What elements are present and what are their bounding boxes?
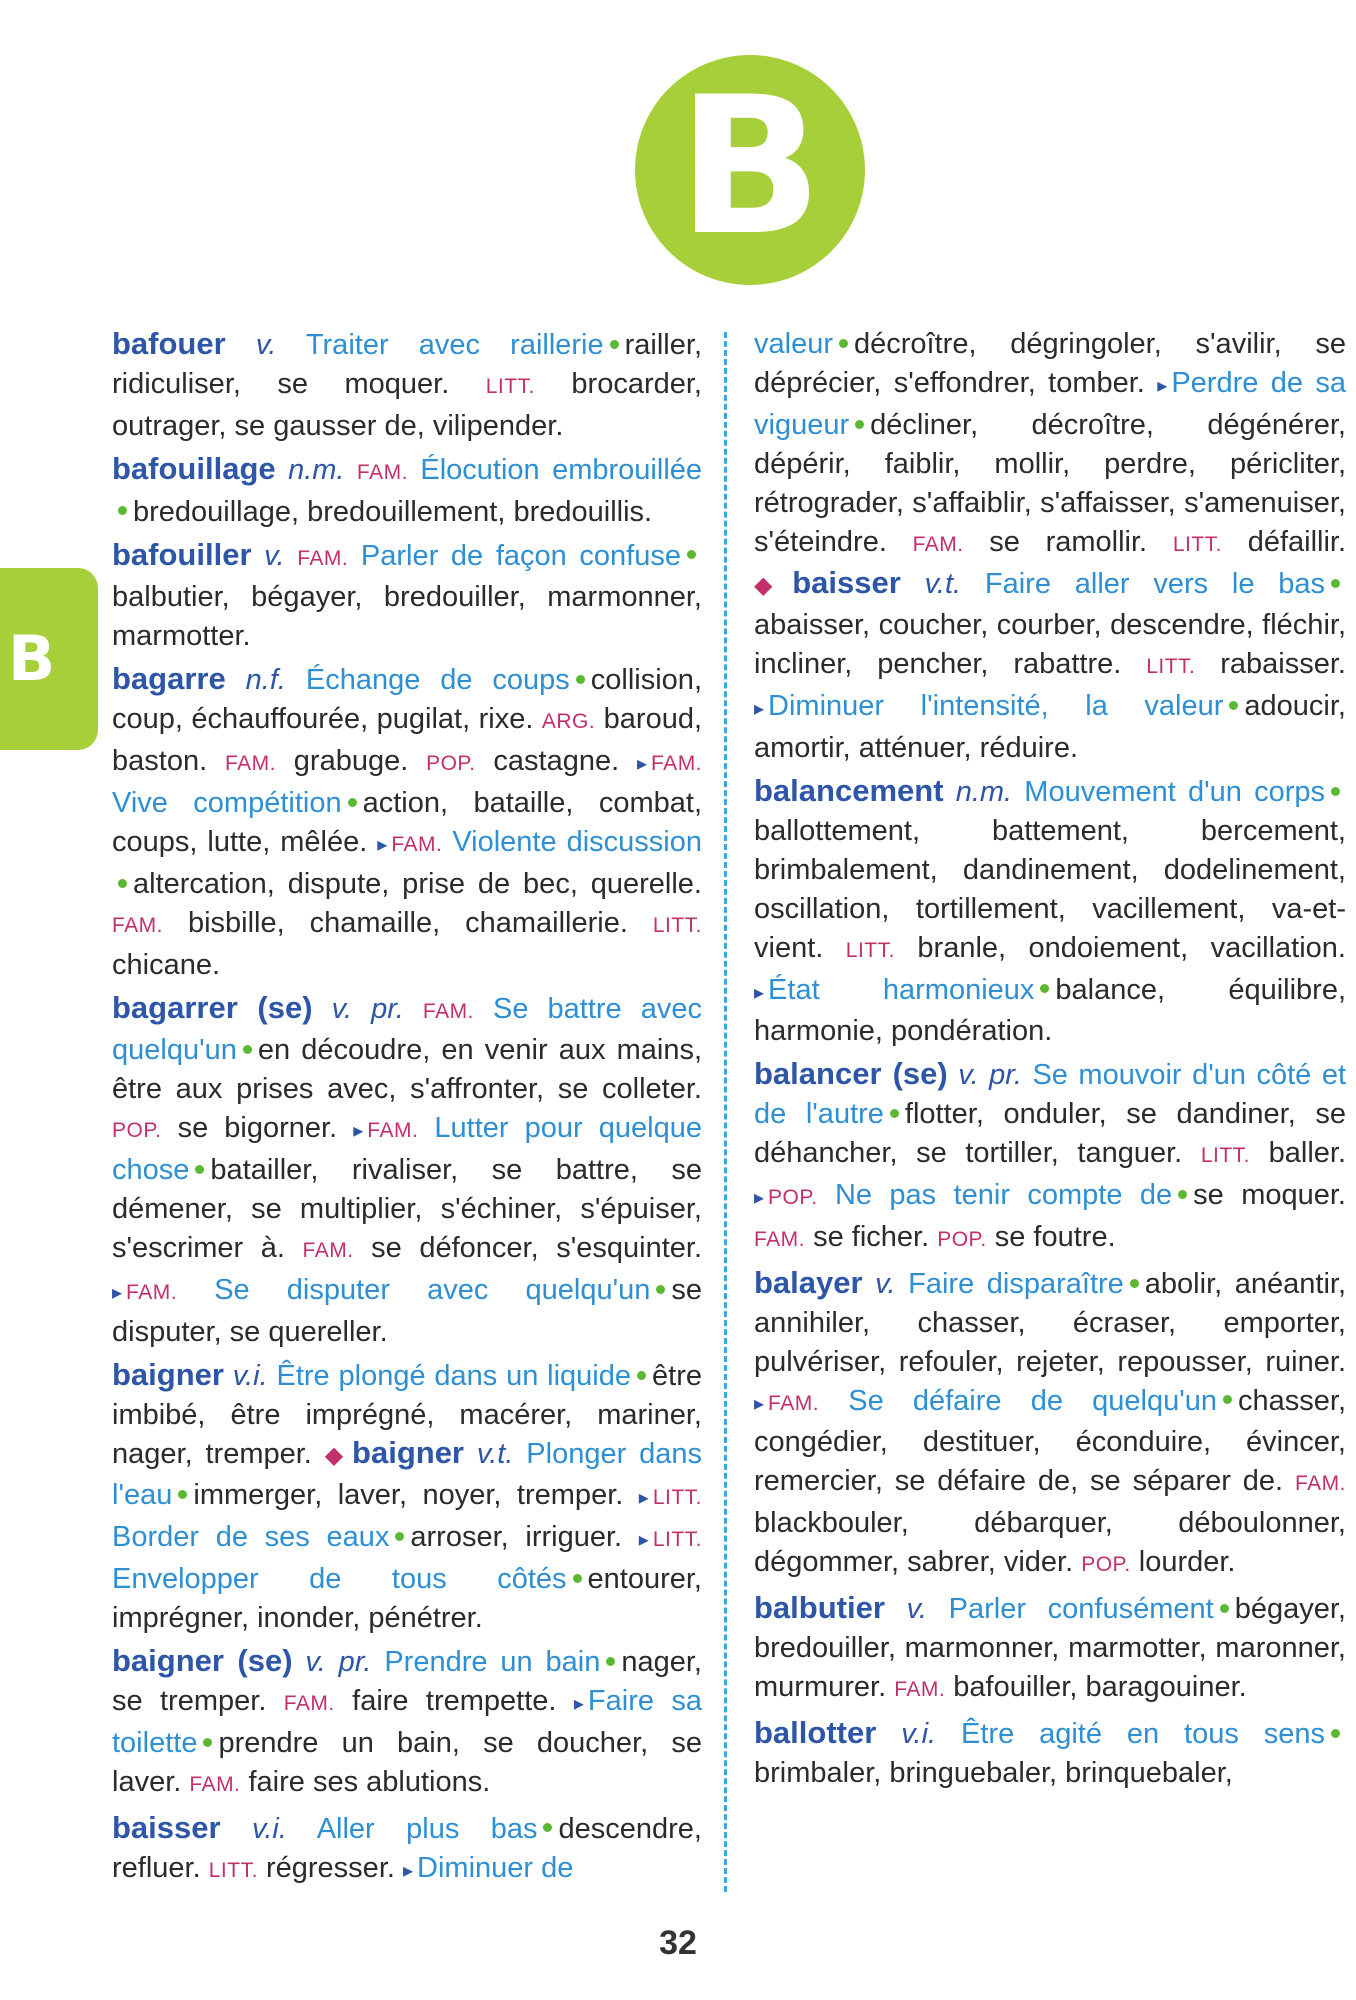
- part-of-speech: v.: [264, 539, 285, 572]
- entry-ballotter: [754, 1714, 1346, 1793]
- entry-bafouer: [112, 325, 702, 446]
- sense-marker-icon: ▸: [353, 1120, 364, 1143]
- synonyms: se foutre.: [994, 1220, 1116, 1253]
- sense-marker-icon: ▸: [636, 753, 648, 776]
- subentry-marker-icon: ◆: [754, 572, 789, 600]
- synonyms: brocarder, outrager, se gausser de, vilipender.: [112, 367, 702, 442]
- sense-marker-icon: ▸: [754, 1392, 765, 1415]
- part-of-speech: v.: [875, 1267, 896, 1300]
- entry-balayer: [754, 1264, 1346, 1585]
- synonyms: décliner, décroître, dégénérer, dépérir, faiblir, mollir, perdre, péricliter, rétrograder, s'affaiblir, s'affaisser, s'amenuiser, s'éteindre.: [754, 408, 1346, 558]
- entry-balbutier: [754, 1589, 1346, 1710]
- synonyms: collision, coup, échauffourée, pugilat, rixe.: [112, 664, 702, 736]
- entry-bagarrer: [112, 989, 702, 1352]
- definition: Envelopper de tous côtés: [112, 1563, 567, 1596]
- register-label: LITT.: [208, 1858, 258, 1882]
- register-label: FAM.: [283, 1691, 335, 1715]
- register-label: FAM.: [189, 1772, 241, 1796]
- bullet-icon: [610, 340, 619, 349]
- register-label: LITT.: [845, 938, 895, 962]
- register-label: FAM.: [356, 460, 408, 484]
- part-of-speech: v.t.: [924, 568, 962, 601]
- bullet-icon: [656, 1285, 665, 1294]
- bullet-icon: [1220, 1604, 1229, 1613]
- bullet-icon: [348, 798, 357, 807]
- part-of-speech: v.i.: [901, 1717, 937, 1750]
- sense-marker-icon: ▸: [1157, 374, 1168, 397]
- bullet-icon: [395, 1532, 404, 1541]
- bullet-icon: [178, 1490, 187, 1499]
- headword: bafouer: [112, 326, 226, 361]
- entry-baisser: [112, 1809, 702, 1891]
- bullet-icon: [1130, 1279, 1139, 1288]
- synonyms: arroser, irriguer.: [410, 1521, 623, 1554]
- synonyms: être imbibé, être imprégné, macérer, mariner, nager, tremper.: [112, 1359, 702, 1471]
- entry-balancement: [754, 772, 1346, 1051]
- register-label: POP.: [426, 752, 476, 776]
- side-letter-tab: [0, 568, 98, 750]
- sense-marker-icon: ▸: [638, 1487, 649, 1510]
- register-label: POP.: [1081, 1553, 1131, 1577]
- entry-baigner-se: [112, 1642, 702, 1805]
- part-of-speech: n.f.: [245, 664, 286, 697]
- left-column: [112, 325, 702, 1894]
- definition: Diminuer l'intensité, la valeur: [768, 690, 1224, 723]
- part-of-speech: v. pr.: [305, 1646, 372, 1678]
- register-label: LITT.: [652, 1528, 702, 1552]
- bullet-icon: [1331, 1729, 1340, 1738]
- side-letter-tab-text: B: [8, 622, 56, 695]
- definition: Se disputer avec quelqu'un: [214, 1273, 651, 1306]
- synonyms: prendre un bain, se doucher, se laver.: [112, 1726, 702, 1798]
- definition: Vive compétition: [112, 786, 342, 819]
- synonyms: se disputer, se quereller.: [112, 1273, 703, 1348]
- definition: Mouvement d'un corps: [1024, 775, 1326, 808]
- bullet-icon: [1040, 984, 1049, 993]
- synonyms: faire trempette.: [352, 1684, 557, 1717]
- sense-marker-icon: ▸: [112, 1281, 123, 1304]
- bullet-icon: [1229, 701, 1238, 710]
- definition: Parler confusément: [948, 1593, 1214, 1626]
- definition: État harmonieux: [768, 973, 1035, 1006]
- synonyms: railler, ridiculiser, se moquer.: [112, 329, 702, 400]
- definition: Violente discussion: [452, 825, 702, 858]
- synonyms: bisbille, chamaille, chamaillerie.: [187, 906, 628, 939]
- entry-balancer: [754, 1055, 1346, 1260]
- bullet-icon: [543, 1823, 552, 1832]
- synonyms: se ramollir.: [989, 525, 1148, 558]
- bullet-icon: [839, 339, 848, 348]
- synonyms: bredouillage, bredouillement, bredouillis.: [133, 495, 653, 528]
- synonyms: bégayer, bredouiller, marmonner, marmotter, maronner, murmurer.: [754, 1593, 1346, 1703]
- headword: baigner (se): [112, 1643, 293, 1678]
- synonyms: brimbaler, bringuebaler, brinquebaler,: [754, 1756, 1233, 1789]
- bullet-icon: [1178, 1190, 1187, 1199]
- part-of-speech: v. pr.: [958, 1059, 1022, 1092]
- definition: Faire sa toilette: [112, 1684, 702, 1759]
- synonyms: abaisser, coucher, courber, descendre, fléchir, incliner, pencher, rabattre.: [754, 609, 1346, 681]
- definition: Diminuer de: [417, 1851, 574, 1884]
- register-label: FAM.: [367, 1119, 419, 1143]
- entry-bafouillage: [112, 450, 702, 532]
- synonyms: flotter, onduler, se dandiner, se déhancher, se tortiller, tanguer.: [754, 1098, 1346, 1170]
- headword: bagarrer (se): [112, 989, 313, 1025]
- bullet-icon: [1223, 1395, 1232, 1404]
- bullet-icon: [1331, 787, 1340, 796]
- synonyms: défaillir.: [1247, 525, 1347, 558]
- register-label: LITT.: [1172, 532, 1222, 556]
- headword: balancement: [754, 772, 944, 808]
- headword: balayer: [754, 1264, 863, 1300]
- synonyms: abolir, anéantir, annihiler, chasser, écraser, emporter, pulvériser, refouler, rejeter, repousser, ruiner.: [754, 1267, 1347, 1378]
- sense-marker-icon: ▸: [403, 1859, 414, 1882]
- bullet-icon: [606, 1657, 615, 1666]
- synonyms: lourder.: [1138, 1546, 1236, 1579]
- subentry-marker-icon: ◆: [324, 1442, 349, 1470]
- synonyms: chasser, congédier, destituer, éconduire, évincer, remercier, se défaire de, se séparer de.: [754, 1384, 1346, 1498]
- definition: Plonger dans l'eau: [112, 1438, 702, 1512]
- synonyms: régresser.: [265, 1851, 395, 1884]
- definition: Échange de coups: [305, 664, 570, 697]
- register-label: POP.: [112, 1119, 162, 1143]
- bullet-icon: [855, 420, 864, 429]
- definition: Lutter pour quelque chose: [112, 1112, 702, 1187]
- synonyms: altercation, dispute, prise de bec, querelle.: [133, 867, 702, 900]
- definition: Parler de façon confuse: [360, 539, 681, 572]
- bullet-icon: [637, 1371, 646, 1380]
- synonyms: rabaisser.: [1220, 648, 1346, 681]
- definition: Se mouvoir d'un côté et de l'autre: [754, 1059, 1347, 1131]
- headword: bagarre: [112, 661, 226, 697]
- synonyms: en découdre, en venir aux mains, être aux prises avec, s'affronter, se colleter.: [112, 1034, 702, 1106]
- page-number: 32: [659, 1924, 697, 1962]
- headword: bafouillage: [112, 450, 276, 486]
- register-label: FAM.: [224, 752, 276, 776]
- register-label: FAM.: [768, 1391, 820, 1415]
- register-label: FAM.: [894, 1677, 946, 1701]
- column-divider: [724, 332, 727, 1892]
- synonyms: entourer, imprégner, inonder, pénétrer.: [112, 1563, 702, 1635]
- sense-marker-icon: ▸: [754, 981, 765, 1004]
- synonyms: blackbouler, débarquer, déboulonner, dégommer, sabrer, vider.: [754, 1507, 1346, 1579]
- synonyms: grabuge.: [293, 745, 409, 778]
- synonyms: ballottement, battement, bercement, brimbalement, dandinement, dodelinement, oscillation, tortillement, vacillement, va-et-vient.: [754, 814, 1346, 964]
- definition: Ne pas tenir compte de: [834, 1179, 1173, 1212]
- headword: baigner: [352, 1435, 464, 1471]
- definition: Être agité en tous sens: [961, 1717, 1325, 1750]
- definition: Se battre avec quelqu'un: [112, 992, 702, 1067]
- bullet-icon: [195, 1165, 204, 1174]
- definition: Faire aller vers le bas: [984, 568, 1326, 601]
- synonyms: castagne.: [493, 745, 620, 778]
- definition: valeur: [754, 328, 833, 360]
- sense-marker-icon: ▸: [754, 698, 765, 721]
- register-label: LITT.: [1200, 1144, 1251, 1168]
- headword: baisser: [792, 565, 901, 601]
- bullet-icon: [687, 550, 696, 559]
- synonyms: nager, se tremper.: [112, 1646, 702, 1717]
- definition: Élocution embrouillée: [420, 453, 703, 486]
- headword: ballotter: [754, 1714, 877, 1750]
- register-label: LITT.: [652, 913, 702, 937]
- synonyms: action, bataille, combat, coups, lutte, mêlée.: [112, 786, 702, 858]
- register-label: FAM.: [112, 913, 164, 937]
- headword: baigner: [112, 1356, 224, 1392]
- register-label: FAM.: [754, 1227, 806, 1251]
- headword: balbutier: [754, 1590, 885, 1626]
- entry-bafouiller: [112, 536, 702, 657]
- register-label: FAM.: [651, 752, 703, 776]
- bullet-icon: [576, 675, 585, 684]
- part-of-speech: v. pr.: [331, 992, 404, 1025]
- definition: Border de ses eaux: [112, 1521, 390, 1554]
- entry-baigner: [112, 1356, 702, 1638]
- synonyms: faire ses ablutions.: [248, 1765, 491, 1798]
- headword: bafouiller: [112, 536, 252, 572]
- part-of-speech: v.i.: [232, 1359, 268, 1392]
- synonyms: bafouiller, baragouiner.: [953, 1670, 1247, 1703]
- letter-badge: [635, 55, 865, 285]
- synonyms: balance, équilibre, harmonie, pondération.: [754, 973, 1347, 1048]
- synonyms: balbutier, bégayer, bredouiller, marmonner, marmotter.: [112, 581, 702, 653]
- definition: Perdre de sa vigueur: [754, 366, 1346, 441]
- synonyms: se bigorner.: [177, 1112, 338, 1145]
- definition: Traiter avec raillerie: [305, 329, 604, 361]
- headword: baisser: [112, 1809, 221, 1845]
- sense-marker-icon: ▸: [754, 1187, 765, 1210]
- register-label: LITT.: [652, 1486, 702, 1510]
- entry-bagarre: [112, 660, 702, 984]
- right-column: [754, 325, 1346, 1797]
- bullet-icon: [890, 1109, 899, 1118]
- synonyms: décroître, dégringoler, s'avilir, se déprécier, s'effondrer, tomber.: [754, 328, 1346, 399]
- register-label: FAM.: [126, 1280, 178, 1304]
- bullet-icon: [573, 1574, 582, 1583]
- register-label: FAM.: [912, 532, 964, 556]
- part-of-speech: v.: [906, 1593, 927, 1626]
- register-label: FAM.: [422, 999, 474, 1023]
- letter-badge-text: B: [677, 56, 823, 277]
- synonyms: se défoncer, s'esquinter.: [371, 1231, 703, 1264]
- register-label: LITT.: [485, 374, 535, 398]
- sense-marker-icon: ▸: [638, 1529, 649, 1552]
- definition: Se défaire de quelqu'un: [848, 1384, 1217, 1417]
- register-label: POP.: [937, 1227, 987, 1251]
- register-label: FAM.: [391, 832, 443, 856]
- synonyms: adoucir, amortir, atténuer, réduire.: [754, 690, 1346, 765]
- register-label: LITT.: [1146, 655, 1196, 679]
- register-label: ARG.: [541, 710, 596, 734]
- bullet-icon: [243, 1045, 252, 1054]
- synonyms: se moquer.: [1193, 1179, 1346, 1212]
- entry-baisser-continued: [754, 325, 1346, 768]
- register-label: FAM.: [297, 546, 349, 570]
- sense-marker-icon: ▸: [377, 833, 388, 856]
- synonyms: chicane.: [112, 948, 221, 981]
- part-of-speech: n.m.: [288, 453, 345, 486]
- register-label: FAM.: [302, 1238, 354, 1262]
- synonyms: branle, ondoiement, vacillation.: [917, 931, 1346, 964]
- bullet-icon: [1331, 579, 1340, 588]
- bullet-icon: [203, 1738, 212, 1747]
- headword: balancer (se): [754, 1056, 948, 1092]
- part-of-speech: v.t.: [476, 1438, 514, 1471]
- part-of-speech: v.: [255, 329, 277, 361]
- part-of-speech: v.i.: [251, 1812, 287, 1845]
- synonyms: baroud, baston.: [112, 703, 703, 778]
- register-label: FAM.: [1295, 1472, 1347, 1496]
- synonyms: batailler, rivaliser, se battre, se démener, se multiplier, s'échiner, s'épuiser, s'escrimer à.: [112, 1154, 702, 1264]
- bullet-icon: [118, 879, 127, 888]
- register-label: POP.: [768, 1186, 818, 1210]
- bullet-icon: [118, 506, 127, 515]
- definition: Prendre un bain: [384, 1646, 601, 1678]
- synonyms: immerger, laver, noyer, tremper.: [193, 1479, 624, 1512]
- definition: Faire disparaître: [908, 1267, 1124, 1300]
- synonyms: baller.: [1268, 1137, 1347, 1170]
- part-of-speech: n.m.: [955, 775, 1013, 808]
- synonyms: descendre, refluer.: [112, 1812, 702, 1884]
- sense-marker-icon: ▸: [573, 1692, 584, 1715]
- definition: Être plongé dans un liquide: [276, 1359, 632, 1392]
- definition: Aller plus bas: [316, 1812, 538, 1845]
- synonyms: se ficher.: [813, 1220, 930, 1253]
